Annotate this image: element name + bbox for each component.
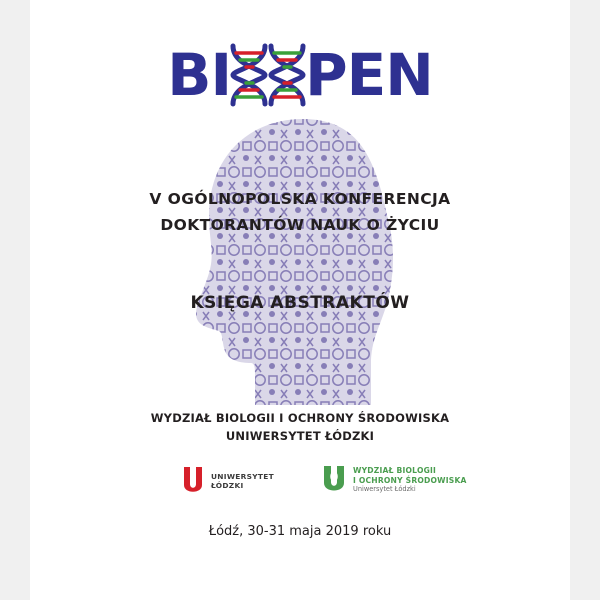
faculty-logo-line-1: WYDZIAŁ BIOLOGII [353,466,437,476]
logo-left-text: BI [167,41,232,109]
page-title [30,186,570,238]
poster-page [30,0,570,600]
title-line-2: DOKTORANTÓW NAUK O ŻYCIU [160,216,440,234]
event-date: Łódź, 30-31 maja 2019 roku [208,524,392,539]
faculty-line-2: UNIWERSYTET ŁÓDZKI [225,429,375,443]
university-logo [182,466,274,496]
faculty-logo [322,464,467,496]
faculty-block [30,409,570,445]
dna-helix-icon [225,42,311,108]
logo-text [167,42,432,108]
bioopen-logo [30,40,570,110]
subtitle: KSIĘGA ABSTRAKTÓW [190,293,410,313]
university-logo-text [211,472,274,490]
faculty-leaf-mark [322,464,346,496]
university-logo-line-2: ŁÓDZKI [211,481,244,490]
uni-lodz-mark [182,466,204,496]
human-head-silhouette-science-icons [175,113,425,408]
faculty-logo-sub [353,485,467,494]
title-line-1: V OGÓLNOPOLSKA KONFERENCJA [149,190,451,208]
university-logo-line-1: UNIWERSYTET [211,472,274,481]
institution-logos [30,462,570,508]
faculty-logo-line-2: I OCHRONY ŚRODOWISKA [353,475,467,485]
logo-right-text: PEN [305,41,433,109]
faculty-logo-line-3: Uniwersytet Łódzki [353,484,416,493]
faculty-logo-text [353,466,467,494]
faculty-line-1: WYDZIAŁ BIOLOGII I OCHRONY ŚRODOWISKA [150,411,450,425]
faculty-logo-main [353,466,467,485]
